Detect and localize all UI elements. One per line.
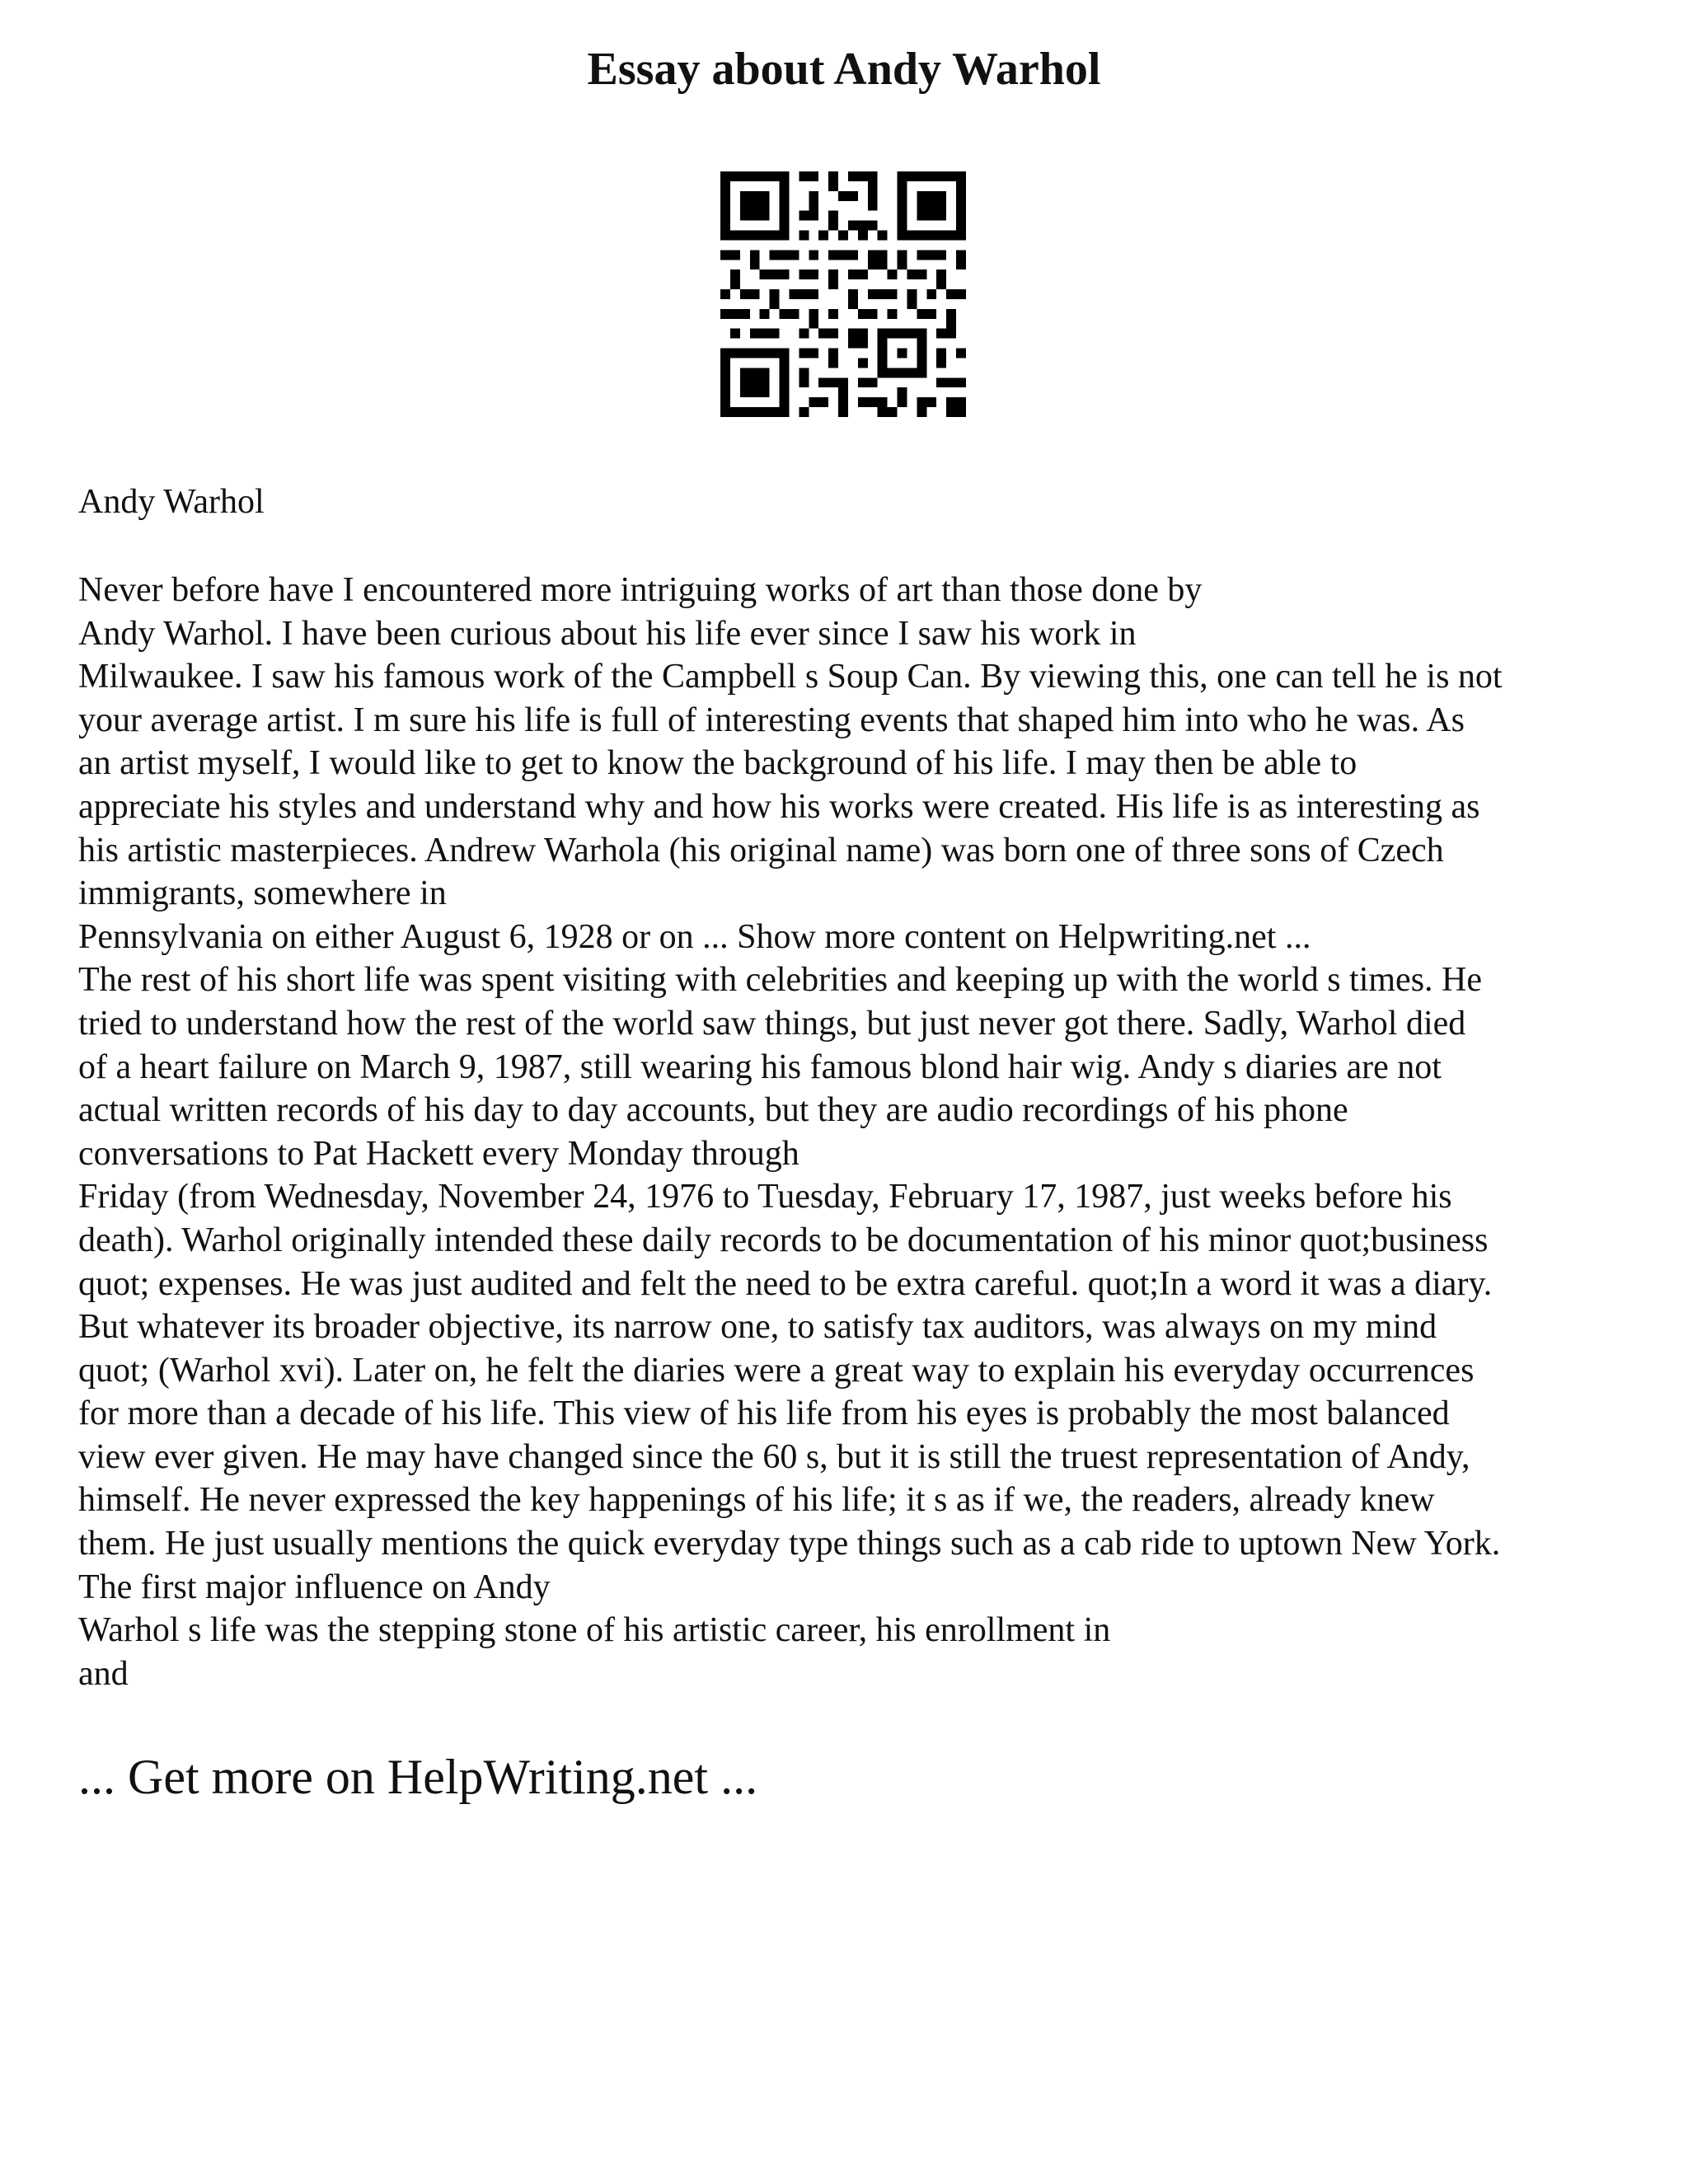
body-line: Warhol s life was the stepping stone of his artistic career, his enrollment in [78, 1611, 1111, 1650]
document-title: Essay about Andy Warhol [587, 44, 1101, 95]
body-line: The rest of his short life was spent visiting with celebrities and keeping up with the world s times. He [78, 961, 1483, 1000]
essay-body [78, 569, 1644, 1695]
body-line: Milwaukee. I saw his famous work of the Campbell s Soup Can. By viewing this, one can tell he is not [78, 658, 1503, 696]
body-line: The first major influence on Andy [78, 1568, 551, 1606]
essay-subtitle: Andy Warhol [78, 483, 265, 521]
body-line: tried to understand how the rest of the world saw things, but just never got there. Sadly, Warhol died [78, 1004, 1466, 1043]
body-line: your average artist. I m sure his life is full of interesting events that shaped him into who he was. As [78, 701, 1465, 739]
body-line: of a heart failure on March 9, 1987, still wearing his famous blond hair wig. Andy s diaries are not [78, 1047, 1442, 1086]
body-line: an artist myself, I would like to get to know the background of his life. I may then be able to [78, 744, 1357, 783]
body-line: appreciate his styles and understand why and how his works were created. His life is as interesting as [78, 787, 1480, 826]
body-line: Never before have I encountered more intriguing works of art than those done by [78, 571, 1203, 609]
body-line: Andy Warhol. I have been curious about his life ever since I saw his work in [78, 614, 1137, 653]
body-line: quot; (Warhol xvi). Later on, he felt the diaries were a great way to explain his everyday occurrences [78, 1351, 1475, 1390]
body-line-show-more[interactable]: Pennsylvania on either August 6, 1928 or on ... Show more content on Helpwriting.net ... [78, 917, 1311, 956]
body-line: quot; expenses. He was just audited and felt the need to be extra careful. quot;In a word it was a diary. [78, 1264, 1493, 1303]
body-line: himself. He never expressed the key happenings of his life; it s as if we, the readers, already knew [78, 1481, 1435, 1520]
body-line: Friday (from Wednesday, November 24, 1976 to Tuesday, February 17, 1987, just weeks before his [78, 1178, 1452, 1216]
qr-code-icon[interactable] [720, 171, 966, 417]
body-line: and [78, 1654, 129, 1693]
body-line: for more than a decade of his life. This view of his life from his eyes is probably the most balanced [78, 1394, 1450, 1433]
body-line: But whatever its broader objective, its narrow one, to satisfy tax auditors, was always on my mind [78, 1308, 1437, 1347]
get-more-link[interactable]: ... Get more on HelpWriting.net ... [78, 1750, 758, 1804]
body-line: his artistic masterpieces. Andrew Warhola (his original name) was born one of three sons of Czech [78, 831, 1444, 869]
body-line: actual written records of his day to day accounts, but they are audio recordings of his phone [78, 1091, 1348, 1130]
body-line: view ever given. He may have changed since the 60 s, but it is still the truest representation of Andy, [78, 1437, 1470, 1476]
body-line: immigrants, somewhere in [78, 874, 447, 913]
body-line: them. He just usually mentions the quick everyday type things such as a cab ride to uptown New York. [78, 1525, 1501, 1563]
body-line: conversations to Pat Hackett every Monday through [78, 1134, 799, 1173]
body-line: death). Warhol originally intended these daily records to be documentation of his minor quot;business [78, 1221, 1489, 1259]
